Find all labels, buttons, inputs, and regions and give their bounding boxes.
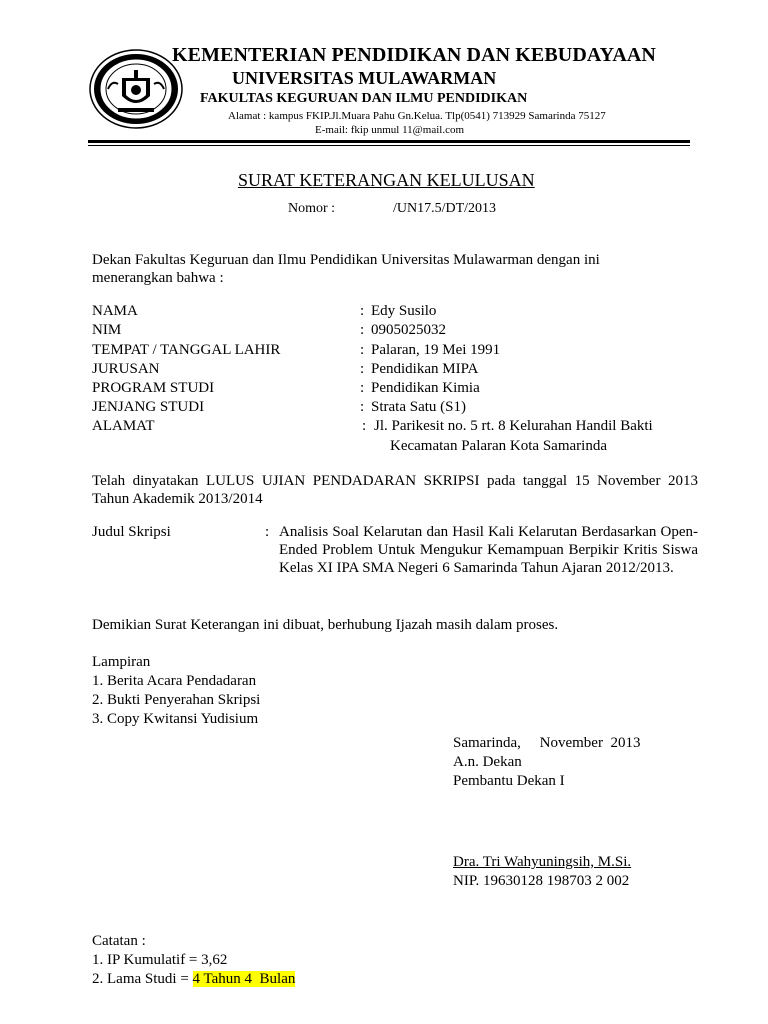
- field-colon: :: [360, 361, 365, 377]
- signatory-nip: NIP. 19630128 198703 2 002: [453, 873, 630, 889]
- field-label: NAMA: [92, 303, 138, 319]
- intro-paragraph: Dekan Fakultas Keguruan dan Ilmu Pendidikan Universitas Mulawarman dengan ini menerangkan bahwa :: [92, 252, 600, 286]
- note-study-duration: [92, 970, 295, 988]
- field-value: Pendidikan Kimia: [371, 380, 480, 396]
- university-seal-icon: [88, 48, 184, 130]
- attachment-item: 3. Copy Kwitansi Yudisium: [92, 711, 259, 727]
- note-study-duration-label: 2. Lama Studi =: [92, 971, 193, 987]
- attachments-heading: Lampiran: [92, 654, 151, 670]
- thesis-label: Judul Skripsi: [92, 524, 171, 540]
- field-label: ALAMAT: [92, 418, 155, 434]
- letterhead-thin-rule: [88, 145, 690, 146]
- document-number-value: /UN17.5/DT/2013: [393, 201, 497, 216]
- field-value: Jl. Parikesit no. 5 rt. 8 Kelurahan Handil Bakti: [374, 418, 653, 434]
- attachment-item: 1. Berita Acara Pendadaran: [92, 673, 257, 689]
- faculty-name: FAKULTAS KEGURUAN DAN ILMU PENDIDIKAN: [200, 91, 528, 106]
- field-value: Edy Susilo: [371, 303, 437, 319]
- document-number-label: Nomor :: [288, 201, 336, 216]
- field-value-continued: Kecamatan Palaran Kota Samarinda: [390, 438, 607, 454]
- field-label: PROGRAM STUDI: [92, 380, 215, 396]
- field-colon: :: [362, 418, 367, 434]
- graduation-statement: Telah dinyatakan LULUS UJIAN PENDADARAN SKRIPSI pada tanggal 15 November 2013: [92, 473, 698, 489]
- note-ip: 1. IP Kumulatif = 3,62: [92, 952, 228, 968]
- field-value: Strata Satu (S1): [371, 399, 466, 415]
- field-colon: :: [360, 342, 365, 358]
- field-label: JENJANG STUDI: [92, 399, 205, 415]
- note-study-duration-value: 4 Tahun 4 Bulan: [192, 971, 296, 987]
- closing-statement: Demikian Surat Keterangan ini dibuat, berhubung Ijazah masih dalam proses.: [92, 617, 559, 633]
- signature-position: Pembantu Dekan I: [453, 773, 565, 789]
- field-label: JURUSAN: [92, 361, 160, 377]
- letterhead-email: E-mail: fkip unmul 11@mail.com: [315, 124, 465, 136]
- ministry-name: KEMENTERIAN PENDIDIKAN DAN KEBUDAYAAN: [172, 44, 656, 66]
- attachment-item: 2. Bukti Penyerahan Skripsi: [92, 692, 261, 708]
- thesis-colon: :: [265, 524, 270, 540]
- thesis-title: Analisis Soal Kelarutan dan Hasil Kali Kelarutan Berdasarkan Open- Ended Problem Untuk Mengukur Kemampuan Berpikir Kritis Siswa Kelas XI IPA SMA Negeri 6 Samarinda Tahun Ajaran 2012/2013.: [279, 524, 698, 576]
- signature-place-date: Samarinda, November 2013: [453, 735, 641, 751]
- letterhead-address: Alamat : kampus FKIP.Jl.Muara Pahu Gn.Kelua. Tlp(0541) 713929 Samarinda 75127: [228, 110, 606, 122]
- letterhead-thick-rule: [88, 140, 690, 143]
- notes-heading: Catatan :: [92, 933, 146, 949]
- university-name: UNIVERSITAS MULAWARMAN: [232, 68, 497, 88]
- field-colon: :: [360, 380, 365, 396]
- field-colon: :: [360, 322, 365, 338]
- field-label: NIM: [92, 322, 122, 338]
- signatory-name: Dra. Tri Wahyuningsih, M.Si.: [453, 854, 632, 870]
- field-value: Pendidikan MIPA: [371, 361, 479, 377]
- academic-year: Tahun Akademik 2013/2014: [92, 491, 263, 507]
- field-label: TEMPAT / TANGGAL LAHIR: [92, 342, 281, 358]
- field-value: 0905025032: [371, 322, 446, 338]
- field-colon: :: [360, 303, 365, 319]
- document-title: SURAT KETERANGAN KELULUSAN: [238, 170, 535, 190]
- field-colon: :: [360, 399, 365, 415]
- field-value: Palaran, 19 Mei 1991: [371, 342, 501, 358]
- signature-on-behalf: A.n. Dekan: [453, 754, 522, 770]
